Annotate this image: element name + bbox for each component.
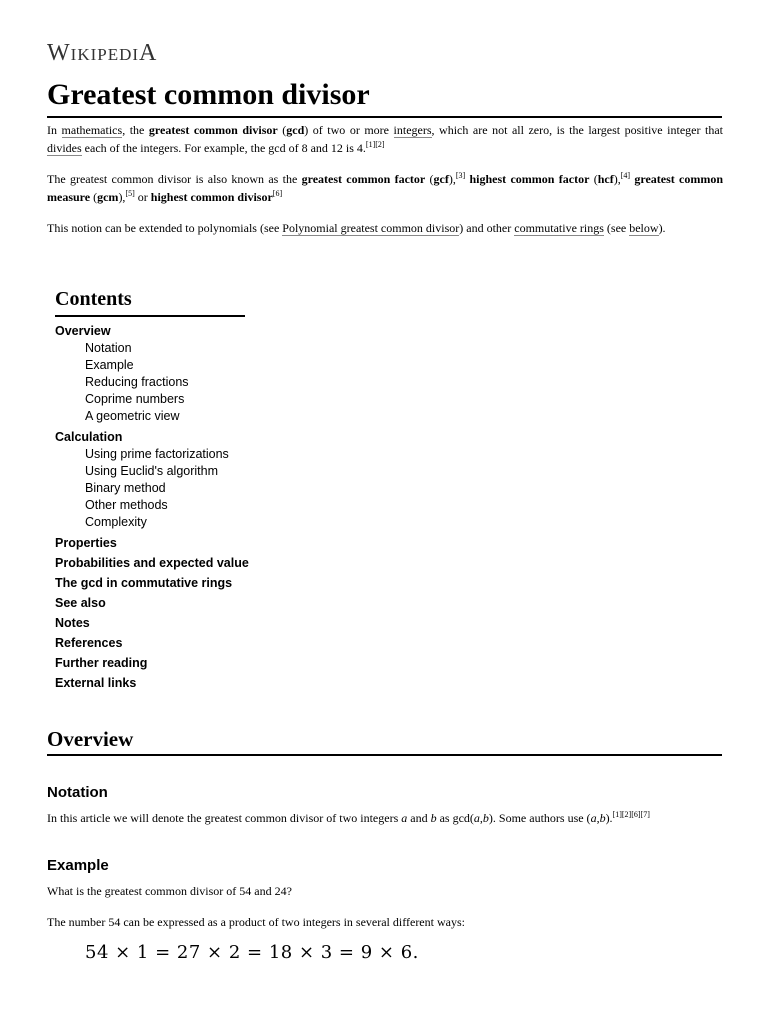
section-heading-overview: Overview bbox=[47, 727, 722, 756]
wordmark-last: A bbox=[139, 40, 158, 66]
wordmark-rest: IKIPEDI bbox=[70, 45, 140, 64]
toc-item[interactable]: Calculation bbox=[55, 430, 123, 444]
reference-link[interactable]: [1][2][6][7] bbox=[612, 810, 650, 819]
toc-subitem[interactable]: Example bbox=[85, 358, 134, 372]
toc-item[interactable]: Probabilities and expected value bbox=[55, 556, 249, 570]
reference-link[interactable]: [5] bbox=[125, 189, 135, 198]
example-paragraph: The number 54 can be expressed as a product of two integers in several different ways: bbox=[47, 915, 465, 929]
reference-link[interactable]: [1][2] bbox=[365, 140, 385, 149]
example-question: What is the greatest common divisor of 54 and 24? bbox=[47, 884, 292, 898]
link-polynomial-gcd[interactable]: Polynomial greatest common divisor bbox=[282, 221, 460, 235]
toc-subitem[interactable]: Coprime numbers bbox=[85, 392, 185, 406]
wikipedia-logo[interactable] bbox=[47, 40, 157, 67]
toc-subitem[interactable]: Binary method bbox=[85, 481, 166, 495]
reference-link[interactable]: [4] bbox=[620, 171, 631, 180]
toc-item[interactable]: See also bbox=[55, 596, 106, 610]
intro-paragraph-3: This notion can be extended to polynomials (see Polynomial greatest common divisor) and other commutative rings (see below). bbox=[47, 221, 666, 235]
toc-subitem[interactable]: Reducing fractions bbox=[85, 375, 189, 389]
toc-subitem[interactable]: Complexity bbox=[85, 515, 147, 529]
page-title: Greatest common divisor bbox=[47, 76, 722, 118]
toc-subitem[interactable]: A geometric view bbox=[85, 409, 180, 423]
toc-item[interactable]: Properties bbox=[55, 536, 117, 550]
notation-paragraph: In this article we will denote the greatest common divisor of two integers a and b as gcd(a,b). Some authors use (a,b).[1][2][6][7] bbox=[47, 810, 650, 825]
link-divides[interactable]: divides bbox=[47, 141, 82, 155]
toc-item[interactable]: References bbox=[55, 636, 123, 650]
toc-list bbox=[55, 323, 355, 692]
toc-item[interactable]: The gcd in commutative rings bbox=[55, 576, 233, 590]
toc-item[interactable]: Overview bbox=[55, 324, 111, 338]
link-mathematics[interactable]: mathematics bbox=[61, 123, 123, 137]
math-equation: 54 × 1 = 27 × 2 = 18 × 3 = 9 × 6. bbox=[85, 942, 419, 963]
toc-subitem[interactable]: Other methods bbox=[85, 498, 168, 512]
toc-subitem[interactable]: Using prime factorizations bbox=[85, 447, 229, 461]
link-below[interactable]: below bbox=[629, 221, 659, 235]
toc-subitem[interactable]: Notation bbox=[85, 341, 132, 355]
reference-link[interactable]: [6] bbox=[272, 189, 283, 198]
link-integers[interactable]: integers bbox=[393, 123, 432, 137]
intro-paragraph-2: The greatest common divisor is also known as the greatest common factor (gcf),[3] highest common factor (hcf),[4] greatest common measure (gcm),[5] or highest common divisor[6] bbox=[47, 171, 724, 204]
link-commutative-rings[interactable]: commutative rings bbox=[514, 221, 604, 235]
intro-paragraph-1: In mathematics, the greatest common divisor (gcd) of two or more integers, which are not all zero, is the largest positive integer that divides each of the integers. For example, the gcd of 8 and 12 is 4.[1][2] bbox=[47, 123, 723, 155]
toc-item[interactable]: External links bbox=[55, 676, 137, 690]
toc-title: Contents bbox=[55, 288, 245, 317]
table-of-contents bbox=[55, 288, 355, 692]
toc-item[interactable]: Further reading bbox=[55, 656, 148, 670]
subsection-heading-example: Example bbox=[47, 857, 109, 874]
subsection-heading-notation: Notation bbox=[47, 784, 108, 801]
toc-subitem[interactable]: Using Euclid's algorithm bbox=[85, 464, 218, 478]
toc-item[interactable]: Notes bbox=[55, 616, 90, 630]
reference-link[interactable]: [3] bbox=[455, 171, 466, 180]
wordmark-first: W bbox=[47, 40, 71, 66]
